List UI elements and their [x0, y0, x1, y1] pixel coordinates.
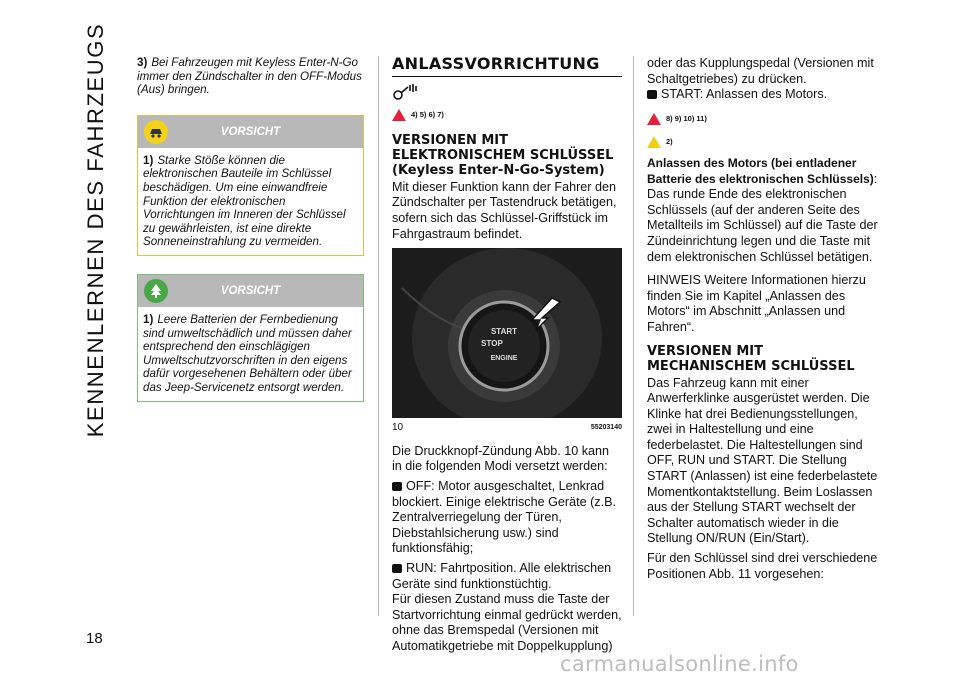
caution-text: Starke Stöße können die elektronischen Bauteile im Schlüssel beschädigen. Um eine einwandfreie Funktion der elektronischen Vorrichtungen im Inneren der Schlüssel zu gewährleisten, ist eine direkte Sonneneinstrahlung zu vermeiden. — [143, 153, 346, 249]
caution-header — [138, 116, 363, 148]
caution-refs — [647, 134, 879, 150]
caution-header-label: VORSICHT — [220, 284, 281, 297]
subheading-mechanical-key: VERSIONEN MIT MECHANISCHEM SCHLÜSSEL — [647, 343, 855, 374]
intro-paragraph: Mit dieser Funktion kann der Fahrer den Zündschalter per Tastendruck betätigen, sofern sich das Schlüssel-Griffstück im Fahrgastraum befindet. — [392, 179, 617, 241]
figure-code: 55203140 — [590, 424, 622, 432]
chapter-title-text: KENNENLERNEN DES FAHRZEUGS — [83, 22, 109, 438]
caution-header — [138, 275, 363, 307]
caution-number: 1) — [143, 312, 154, 326]
column-divider — [378, 56, 379, 616]
warning-refs-text: 8) 9) 10) 11) — [666, 113, 707, 123]
column-left — [137, 56, 364, 402]
caution-refs-text: 2) — [666, 137, 673, 147]
after-figure-paragraph: Die Druckknopf-Zündung Abb. 10 kann in die folgenden Modi versetzt werden: — [392, 443, 610, 474]
caution-header-label: VORSICHT — [220, 125, 281, 138]
mechanical-key-paragraph: Das Fahrzeug kann mit einer Anwerferklinke ausgerüstet werden. Die Klinke hat drei Bedienungsstellungen, zwei in Haltestellung und eine federbelastet. Die Haltestellungen sind OFF, RUN und START. Die Stellung START (Anlassen) ist eine federbelastete Momentkontaktstellung. Beim Loslassen aus der Stellung START wechselt der Schalter automatisch wieder in die Stellung ON/RUN (Ein/Start). — [647, 375, 878, 546]
sidebar-chapter-title — [78, 22, 114, 438]
button-label-start: START — [490, 327, 518, 337]
caution-body — [138, 307, 363, 401]
positions-paragraph: Für den Schlüssel sind drei verschiedene Positionen Abb. 11 vorgesehen: — [647, 551, 878, 581]
warning-refs — [392, 107, 622, 123]
column-middle — [392, 56, 622, 658]
low-battery-start — [647, 156, 879, 265]
caution-number: 1) — [143, 153, 154, 167]
caution-triangle-icon — [647, 136, 661, 148]
tree-environment-icon — [144, 279, 168, 303]
footnote-text: Bei Fahrzeugen mit Keyless Enter-N-Go immer den Zündschalter in den OFF-Modus (Aus) bringen. — [137, 56, 362, 97]
list-item-text: RUN: Fahrtposition. Alle elektrischen Geräte sind funktionstüchtig. — [392, 560, 612, 591]
list-item-off — [392, 479, 622, 557]
figure-start-stop-button — [392, 248, 622, 418]
key-bullet-icon — [647, 90, 657, 99]
warning-triangle-icon — [647, 113, 661, 125]
section-heading: ANLASSVORRICHTUNG — [392, 56, 622, 77]
car-caution-icon — [144, 120, 168, 144]
button-label-stop: STOP — [481, 339, 503, 349]
page-number: 18 — [86, 630, 103, 647]
caution-text: Leere Batterien der Fernbedienung sind umweltschädlich und müssen daher entsprechend den einschlägigen Umweltschutzvorschriften in den eigens dafür vorgesehenen Behältern oder über das Jeep-Servicenetz entsorgt werden. — [143, 312, 352, 394]
hinweis-paragraph: HINWEIS Weitere Informationen hierzu finden Sie im Kapitel „Anlassen des Motors“ im Abschnitt „Anlassen und Fahren“. — [647, 273, 866, 334]
warning-triangle-icon — [392, 109, 406, 121]
watermark: carmanualsonline.info — [560, 652, 799, 676]
list-item-start — [647, 87, 879, 103]
list-item-text: START: Anlassen des Motors. — [661, 87, 828, 102]
key-ignition-icon — [392, 83, 622, 106]
figure-caption — [392, 420, 622, 436]
column-divider — [633, 56, 634, 616]
list-item-run — [392, 561, 622, 592]
key-bullet-icon — [392, 482, 402, 491]
footnote-number: 3) — [137, 56, 148, 69]
key-bullet-icon — [392, 564, 402, 573]
warning-refs-text: 4) 5) 6) 7) — [411, 110, 444, 120]
caution-body — [138, 148, 363, 255]
button-label-engine: ENGINE — [490, 355, 518, 363]
warning-refs — [647, 111, 879, 127]
low-battery-title: Anlassen des Motors (bei entladener Batterie des elektronischen Schlüssels) — [647, 155, 874, 186]
subheading-electronic-key: VERSIONEN MIT ELEKTRONISCHEM SCHLÜSSEL (Keyless Enter-N-Go-System) — [392, 132, 614, 178]
run-continuation: Für diesen Zustand muss die Taste der Startvorrichtung einmal gedrückt werden, ohne das Bremspedal (Versionen mit Automatikgetriebe mit Doppelkupplung) — [392, 592, 622, 653]
low-battery-text: Das runde Ende des elektronischen Schlüssels (auf der anderen Seite des Metallteils im Schlüssel) auf die Taste der Zündeinrichtung legen und die Taste mit dem elektronischen Schlüssel betätigen. — [647, 187, 878, 264]
footnote-3 — [137, 56, 364, 97]
figure-number: 10 — [392, 422, 404, 434]
low-battery-colon: : — [873, 171, 878, 186]
list-item-text: OFF: Motor ausgeschaltet, Lenkrad blockiert. Einige elektrische Geräte (z.B. Zentralverriegelung der Türen, Diebstahlsicherung usw.) sind funktionsfähig; — [392, 478, 616, 556]
caution-box-shock — [137, 115, 364, 256]
caution-box-battery — [137, 274, 364, 402]
continuation-text: oder das Kupplungspedal (Versionen mit Schaltgetriebes) zu drücken. — [647, 56, 874, 86]
column-right — [647, 56, 879, 586]
